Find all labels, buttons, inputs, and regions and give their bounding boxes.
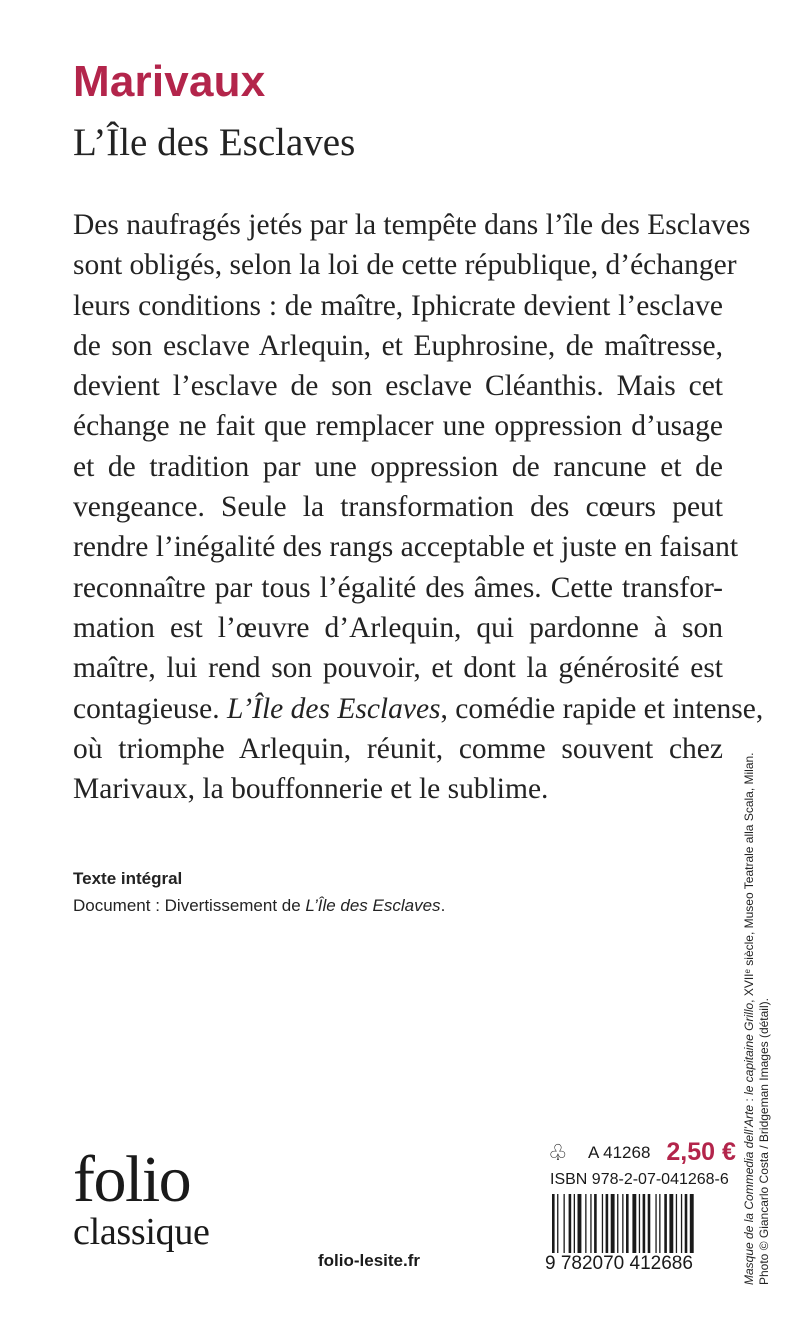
barcode-bar	[552, 1194, 555, 1256]
synopsis-italic-title: L’Île des Esclaves	[227, 692, 441, 725]
credit-artwork-subtitle: le capitaine Grillo	[742, 1002, 756, 1095]
barcode-bars	[548, 1194, 724, 1256]
synopsis-line: et de tradition par une oppression de rancune et de	[73, 450, 723, 483]
barcode-bar	[602, 1194, 603, 1256]
synopsis-text: , comédie rapide et intense,	[440, 692, 764, 725]
synopsis-line: Des naufragés jetés par la tempête dans l’île des Esclaves	[73, 209, 751, 241]
synopsis-line: mation est l’œuvre d’Arlequin, qui pardonne à son	[73, 611, 723, 644]
credit-artwork: Masque de la Commedia dell’Arte	[742, 1104, 756, 1285]
edition-heading: Texte intégral	[73, 869, 183, 888]
synopsis-line: échange ne fait que remplacer une oppression d’usage	[73, 410, 723, 443]
credit-line	[742, 695, 757, 1285]
cover-image-credit	[742, 695, 772, 1285]
barcode-digits-text: 9 782070 412686	[545, 1253, 693, 1274]
barcode-bar	[659, 1194, 660, 1256]
barcode-bar	[569, 1194, 572, 1256]
barcode-bar	[606, 1194, 609, 1256]
synopsis	[73, 205, 764, 809]
document-note	[73, 896, 445, 915]
book-title: L’Île des Esclaves	[73, 121, 356, 164]
barcode-bar	[676, 1194, 677, 1256]
credit-line: Photo © Giancarlo Costa / Bridgeman Images (détail).	[757, 998, 771, 1285]
barcode-bar	[574, 1194, 575, 1256]
barcode-bar	[632, 1194, 636, 1256]
category-symbol-icon: ♧	[548, 1139, 568, 1165]
barcode-bar	[578, 1194, 582, 1256]
logo-word-folio: folio	[73, 1143, 191, 1216]
barcode-bar	[564, 1194, 565, 1256]
credit-location: , XVIIᵉ siècle, Museo Teatrale alla Scala, Milan.	[742, 752, 756, 1003]
synopsis-line: maître, lui rend son pouvoir, et dont la générosité est	[73, 652, 723, 685]
synopsis-line: sont obligés, selon la loi de cette république, d’échanger	[73, 249, 737, 282]
credit-separator: :	[742, 1094, 756, 1105]
barcode-bar	[622, 1194, 623, 1256]
barcode-bar	[557, 1194, 558, 1256]
barcode-bar	[685, 1194, 688, 1256]
barcode-bar	[643, 1194, 646, 1256]
synopsis-line: où triomphe Arlequin, réunit, comme souvent chez	[73, 732, 723, 765]
barcode-bar	[669, 1194, 673, 1256]
barcode-bar	[590, 1194, 591, 1256]
document-note-text: Document : Divertissement de	[73, 896, 306, 915]
barcode-bar	[690, 1194, 694, 1256]
catalog-code: A 41268	[588, 1142, 651, 1162]
synopsis-line: vengeance. Seule la transformation des cœurs peut	[73, 491, 723, 524]
barcode-bar	[585, 1194, 586, 1256]
synopsis-line: rendre l’inégalité des rangs acceptable et juste en faisant	[73, 531, 739, 564]
barcode-bar	[617, 1194, 618, 1256]
synopsis-line: Marivaux, la bouffonnerie et le sublime.	[73, 773, 549, 806]
isbn: ISBN 978-2-07-041268-6	[550, 1171, 729, 1188]
price-row	[548, 1138, 736, 1167]
document-note-title: L’Île des Esclaves	[305, 896, 441, 915]
synopsis-line: devient l’esclave de son esclave Cléanthis. Mais cet	[73, 370, 723, 403]
edition-info	[73, 865, 445, 919]
synopsis-line: de son esclave Arlequin, et Euphrosine, de maîtresse,	[73, 329, 723, 362]
price: 2,50 €	[666, 1138, 736, 1166]
document-note-punct: .	[440, 896, 446, 915]
author-name: Marivaux	[73, 57, 266, 106]
barcode-bar	[611, 1194, 615, 1256]
barcode-bar	[681, 1194, 682, 1256]
publisher-website: folio-lesite.fr	[318, 1251, 421, 1270]
barcode-bar	[594, 1194, 597, 1256]
barcode-digits	[544, 1253, 694, 1275]
barcode-bar	[655, 1194, 656, 1256]
synopsis-text: contagieuse.	[73, 692, 227, 725]
barcode-bar	[664, 1194, 667, 1256]
barcode-bar	[648, 1194, 651, 1256]
synopsis-line	[73, 689, 764, 729]
barcode-bar	[626, 1194, 629, 1256]
synopsis-line: reconnaître par tous l’égalité des âmes. Cette transfor-	[73, 571, 723, 604]
logo-word-classique: classique	[73, 1211, 210, 1253]
synopsis-line: leurs conditions : de maître, Iphicrate devient l’esclave	[73, 289, 723, 322]
folio-classique-logo	[73, 1143, 210, 1253]
barcode-bar	[639, 1194, 640, 1256]
